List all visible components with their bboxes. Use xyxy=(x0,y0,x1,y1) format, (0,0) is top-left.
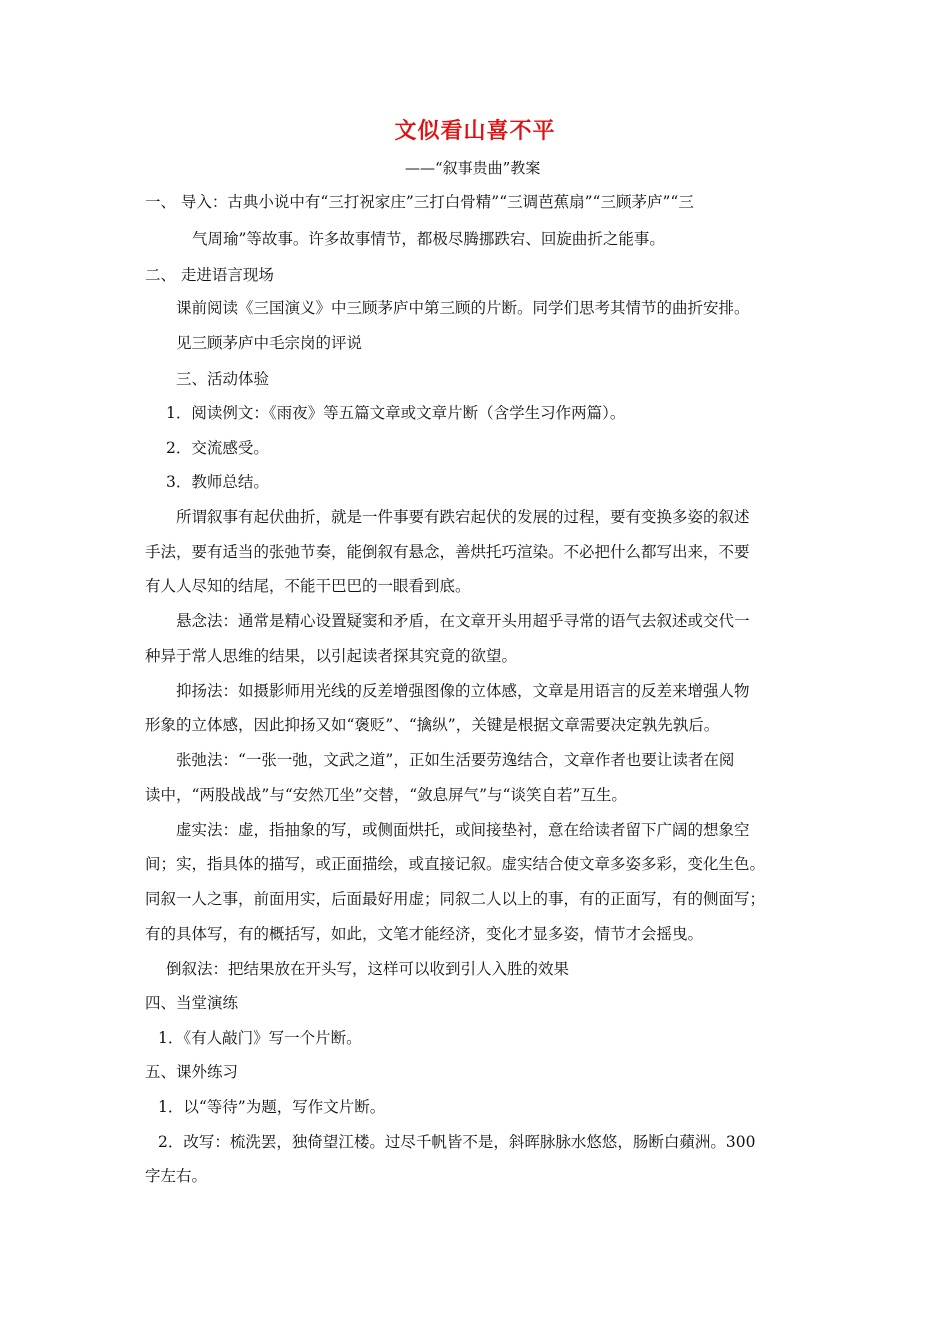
activity-item-3: 3．教师总结。 xyxy=(166,473,269,491)
section-1-intro-line-2: 气周瑜”等故事。许多故事情节，都极尽腾挪跌宕、回旋曲折之能事。 xyxy=(192,230,665,248)
contrast-method-line-1: 抑扬法：如摄影师用光线的反差增强图像的立体感，文章是用语言的反差来增强人物 xyxy=(176,682,750,700)
summary-paragraph-line-3: 有人人尽知的结尾，不能干巴巴的一眼看到底。 xyxy=(145,577,471,595)
homework-item-1: 1．以“等待”为题，写作文片断。 xyxy=(158,1098,386,1116)
real-virtual-method-line-1: 虚实法：虚，指抽象的写，或侧面烘托，或间接垫衬，意在给读者留下广阔的想象空 xyxy=(176,821,750,839)
section-3-heading: 三、活动体验 xyxy=(176,370,270,388)
contrast-method-line-2: 形象的立体感，因此抑扬又如“褒贬”、“擒纵”，关键是根据文章需要决定孰先孰后。 xyxy=(145,716,720,734)
document-title: 文似看山喜不平 xyxy=(394,118,556,144)
section-1-intro-line-1: 一、 导入：古典小说中有“三打祝家庄”三打白骨精”“三调芭蕉扇”“三顾茅庐”“三 xyxy=(145,193,694,211)
rhythm-method-line-1: 张弛法：“一张一弛，文武之道”，正如生活要劳逸结合，文章作者也要让读者在阅 xyxy=(176,751,735,769)
real-virtual-method-line-3: 同叙一人之事，前面用实，后面最好用虚；同叙二人以上的事，有的正面写，有的侧面写； xyxy=(145,890,766,908)
section-2-reading-task: 课前阅读《三国演义》中三顾茅庐中第三顾的片断。同学们思考其情节的曲折安排。 xyxy=(176,299,750,317)
activity-item-2: 2．交流感受。 xyxy=(166,439,269,457)
practice-item-1: 1．《有人敲门》写一个片断。 xyxy=(158,1029,362,1047)
flashback-method-line: 倒叙法：把结果放在开头写，这样可以收到引人入胜的效果 xyxy=(166,960,570,978)
suspense-method-line-2: 种异于常人思维的结果，以引起读者探其究竟的欲望。 xyxy=(145,647,518,665)
homework-item-2-line-2: 字左右。 xyxy=(145,1167,208,1185)
activity-item-1: 1．阅读例文：《雨夜》等五篇文章或文章片断（含学生习作两篇）。 xyxy=(166,404,626,422)
document-subtitle: ——“叙事贵曲”教案 xyxy=(405,159,541,177)
real-virtual-method-line-2: 间；实，指具体的描写，或正面描绘，或直接记叙。虚实结合使文章多姿多彩，变化生色。 xyxy=(145,855,766,873)
section-5-heading: 五、课外练习 xyxy=(145,1063,239,1081)
rhythm-method-line-2: 读中，“两股战战”与“安然兀坐”交替，“敛息屏气”与“谈笑自若”互生。 xyxy=(145,786,627,804)
suspense-method-line-1: 悬念法：通常是精心设置疑窦和矛盾，在文章开头用超乎寻常的语气去叙述或交代一 xyxy=(176,612,750,630)
section-2-reference-note: 见三顾茅庐中毛宗岗的评说 xyxy=(176,334,363,352)
homework-item-2-line-1: 2．改写：梳洗罢，独倚望江楼。过尽千帆皆不是，斜晖脉脉水悠悠，肠断白蘋洲。300 xyxy=(158,1133,756,1151)
real-virtual-method-line-4: 有的具体写，有的概括写，如此，文笔才能经济，变化才显多姿，情节才会摇曳。 xyxy=(145,925,704,943)
summary-paragraph-line-2: 手法，要有适当的张弛节奏，能倒叙有悬念，善烘托巧渲染。不必把什么都写出来，不要 xyxy=(145,543,750,561)
section-4-heading: 四、当堂演练 xyxy=(145,994,239,1012)
section-2-heading: 二、 走进语言现场 xyxy=(145,266,274,284)
summary-paragraph-line-1: 所谓叙事有起伏曲折，就是一件事要有跌宕起伏的发展的过程，要有变换多姿的叙述 xyxy=(176,508,750,526)
